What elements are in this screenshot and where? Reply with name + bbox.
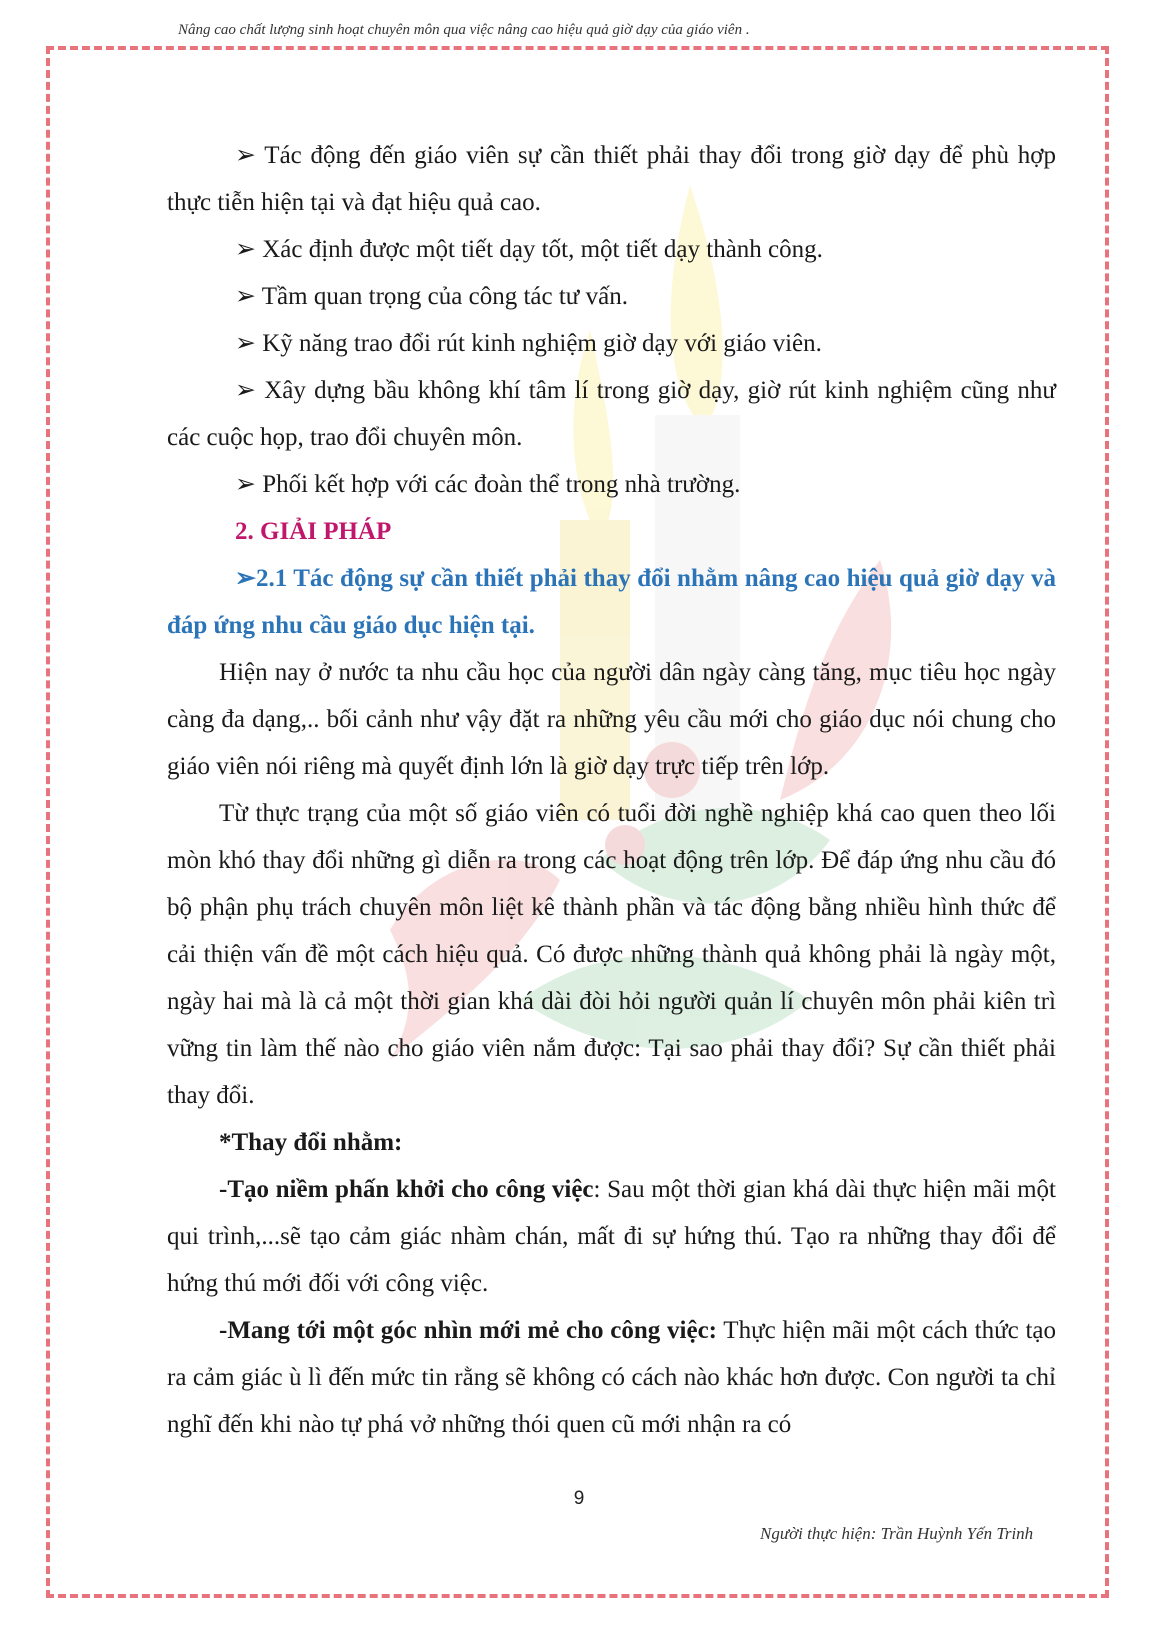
bullet-arrow-icon: ➢ (235, 283, 256, 310)
change-item-text: Thực hiện mãi một cách thức tạo ra cảm giác ù lì đến mức tin rằng sẽ không có cách nào khác hơn được. Con người ta chỉ nghĩ đến khi nào tự phá vở những thói quen cũ mới nhận ra có (167, 1317, 1057, 1438)
change-item-label: -Mang tới một góc nhìn mới mẻ cho công việc: (219, 1317, 718, 1344)
bullet-arrow-icon: ➢ (235, 471, 256, 498)
page-number: 9 (573, 1488, 585, 1509)
bullet-text: Kỹ năng trao đổi rút kinh nghiệm giờ dạy với giáo viên. (255, 330, 822, 357)
paragraph: Từ thực trạng của một số giáo viên có tuổi đời nghề nghiệp khá cao quen theo lối mòn khó thay đổi những gì diễn ra trong các hoạt động trên lớp. Để đáp ứng nhu cầu đó bộ phận phụ trách chuyên môn liệt kê thành phần và tác động bằng nhiều hình thức để cải thiện vấn đề một cách hiệu quả. Có được những thành quả không phải là ngày một, ngày hai mà là cả một thời gian khá dài đòi hỏi người quản lí chuyên môn phải kiên trì vững tin làm thế nào cho giáo viên nắm được: Tại sao phải thay đổi? Sự cần thiết phải thay đổi. (167, 800, 1056, 1109)
bullet-arrow-icon: ➢ (235, 377, 256, 404)
bullet-item (167, 461, 1056, 508)
author-footer: Người thực hiện: Trần Huỳnh Yến Trinh (760, 1524, 1034, 1543)
bullet-arrow-icon: ➢ (235, 330, 256, 357)
change-heading: *Thay đổi nhằm: (219, 1129, 403, 1156)
bullet-text: Tác động đến giáo viên sự cần thiết phải thay đổi trong giờ dạy để phù hợp thực tiễn hiện tại và đạt hiệu quả cao. (167, 142, 1056, 216)
section-heading: 2. GIẢI PHÁP (235, 518, 392, 545)
bullet-text: Xây dựng bầu không khí tâm lí trong giờ dạy, giờ rút kinh nghiệm cũng như các cuộc họp, trao đổi chuyên môn. (167, 377, 1056, 451)
subsection-heading-text: 2.1 Tác động sự cần thiết phải thay đổi nhằm nâng cao hiệu quả giờ dạy và đáp ứng nhu cầu giáo dục hiện tại. (167, 565, 1056, 639)
document-body (167, 132, 1056, 1448)
bullet-text: Xác định được một tiết dạy tốt, một tiết dạy thành công. (255, 236, 823, 263)
bullet-arrow-icon: ➢ (235, 142, 256, 169)
subsection-heading (167, 555, 1056, 649)
paragraph: Hiện nay ở nước ta nhu cầu học của người dân ngày càng tăng, mục tiêu học ngày càng đa dạng,.. bối cảnh như vậy đặt ra những yêu cầu mới cho giáo dục nói chung cho giáo viên nói riêng mà quyết định lớn là giờ dạy trực tiếp trên lớp. (167, 659, 1056, 780)
bullet-item (167, 132, 1056, 226)
change-item-label: -Tạo niềm phấn khởi cho công việc (219, 1176, 594, 1203)
change-item-text: : Sau một thời gian khá dài thực hiện mãi một qui trình,...sẽ tạo cảm giác nhàm chán, mất đi sự hứng thú. Tạo ra những thay đổi để hứng thú mới đối với công việc. (167, 1176, 1056, 1297)
bullet-text: Phối kết hợp với các đoàn thể trong nhà trường. (255, 471, 741, 498)
bullet-item (167, 320, 1056, 367)
bullet-item (167, 226, 1056, 273)
bullet-arrow-icon: ➢ (235, 236, 256, 263)
change-item (167, 1166, 1056, 1307)
bullet-item (167, 367, 1056, 461)
bullet-item (167, 273, 1056, 320)
running-header: Nâng cao chất lượng sinh hoạt chuyên môn qua việc nâng cao hiệu quả giờ dạy của giáo viên . (178, 22, 750, 38)
bullet-arrow-icon: ➢ (235, 565, 256, 592)
change-item (167, 1307, 1056, 1448)
bullet-text: Tầm quan trọng của công tác tư vấn. (255, 283, 628, 310)
